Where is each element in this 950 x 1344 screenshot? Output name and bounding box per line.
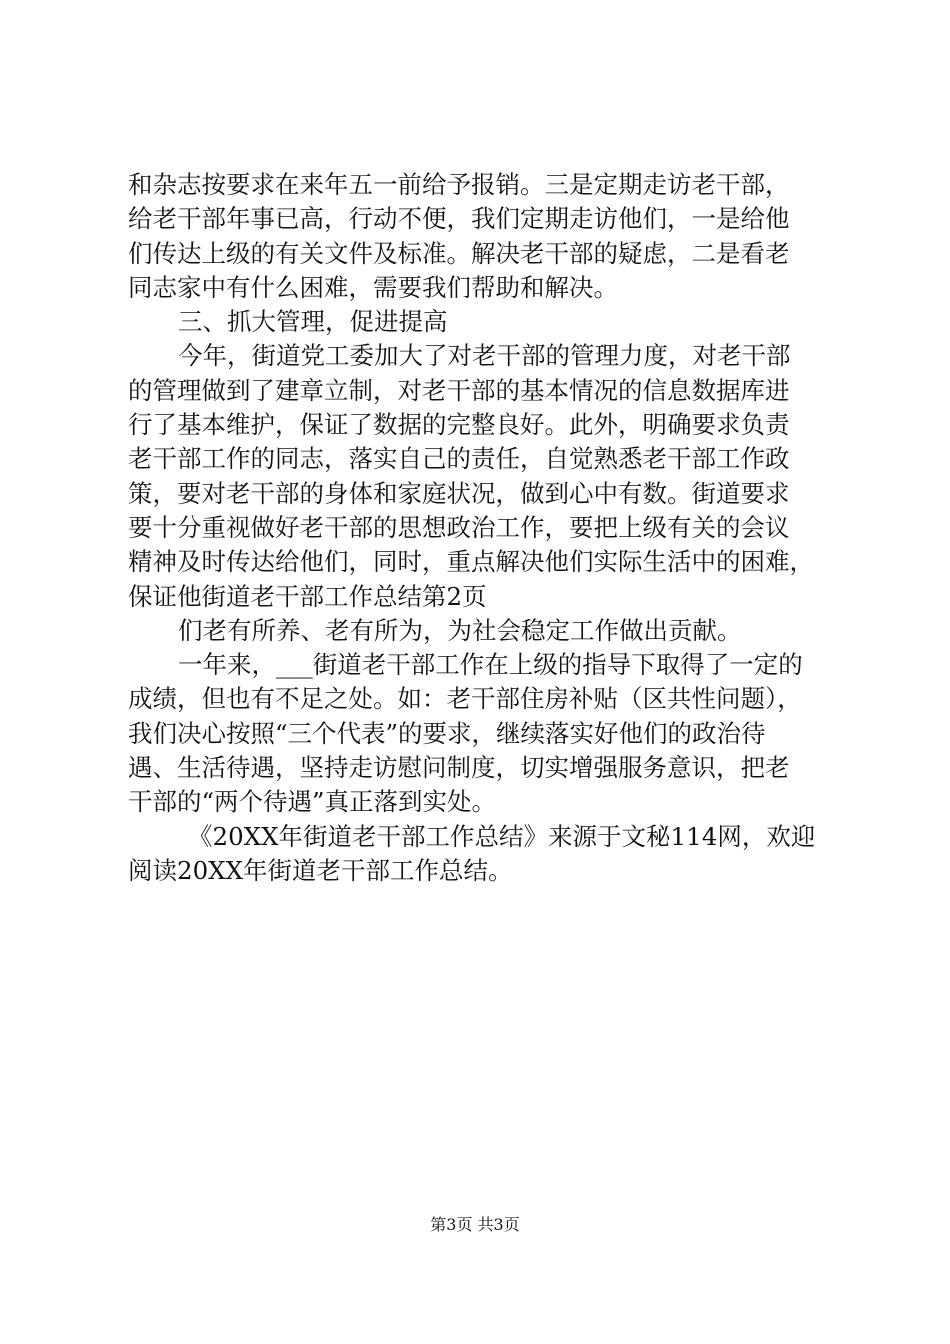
text-line: 我们决心按照“三个代表”的要求，继续落实好他们的政治待: [128, 718, 766, 748]
text-line: 要十分重视做好老干部的思想政治工作，要把上级有关的会议: [128, 512, 790, 542]
text-line: 成绩，但也有不足之处。如：老干部住房补贴（区共性问题），: [128, 684, 802, 714]
section-heading: 三、抓大管理，促进提高: [178, 307, 448, 337]
text-line: 们老有所养、老有所为，为社会稳定工作做出贡献。: [178, 615, 742, 645]
text-line: 老干部工作的同志，落实自己的责任，自觉熟悉老干部工作政: [128, 444, 790, 474]
text-line: 《20XX年街道老干部工作总结》来源于文秘114网，欢迎: [188, 821, 816, 851]
text-line: 们传达上级的有关文件及标准。解决老干部的疑虑，二是看老: [128, 238, 790, 268]
text-line: 同志家中有什么困难，需要我们帮助和解决。: [128, 272, 618, 302]
document-body: [128, 168, 840, 888]
page-number-footer: 第3页 共3页: [430, 1215, 520, 1234]
text-line: 和杂志按要求在来年五一前给予报销。三是定期走访老干部，: [128, 170, 790, 199]
text-line: 给老干部年事已高，行动不便，我们定期走访他们，一是给他: [128, 204, 790, 234]
text-line: 保证他街道老干部工作总结第2页: [128, 581, 487, 611]
text-line: 今年，街道党工委加大了对老干部的管理力度，对老干部: [178, 341, 791, 371]
text-line: 精神及时传达给他们，同时，重点解决他们实际生活中的困难，: [128, 547, 814, 577]
text-line: 策，要对老干部的身体和家庭状况，做到心中有数。街道要求: [128, 478, 790, 508]
text-line: 阅读20XX年街道老干部工作总结。: [128, 855, 513, 885]
text-line: 遇、生活待遇，坚持走访慰问制度，切实增强服务意识，把老: [128, 753, 790, 783]
text-line: 一年来，___街道老干部工作在上级的指导下取得了一定的: [178, 650, 803, 680]
text-line: 的管理做到了建章立制，对老干部的基本情况的信息数据库进: [128, 375, 790, 405]
text-line: 行了基本维护，保证了数据的完整良好。此外，明确要求负责: [128, 410, 790, 440]
text-line: 干部的“两个待遇”真正落到实处。: [128, 787, 497, 817]
